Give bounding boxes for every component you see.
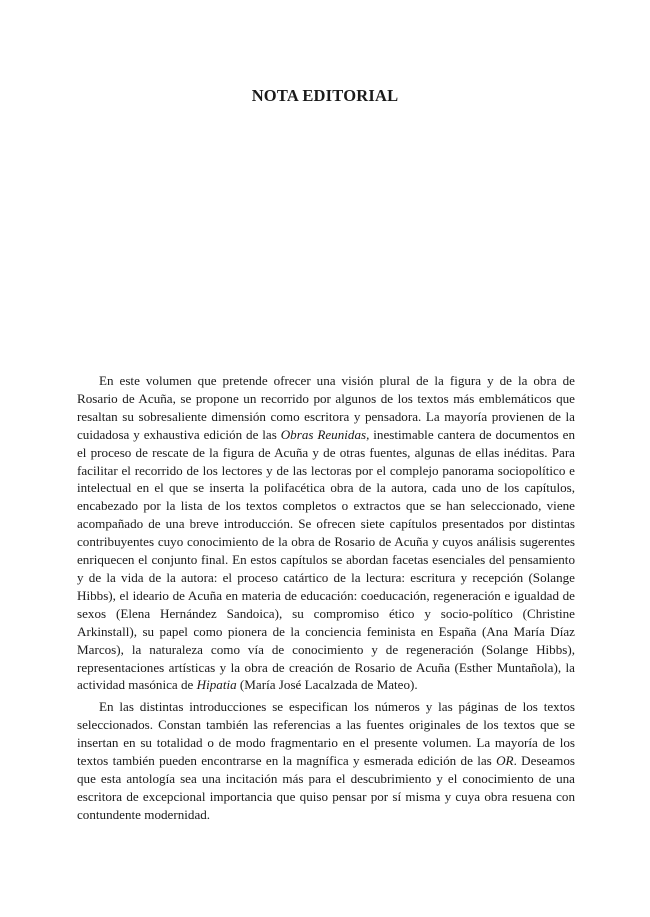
paragraph-2-italic-or: OR: [496, 753, 514, 769]
page-title: NOTA EDITORIAL: [251, 86, 399, 105]
paragraph-1-italic-obras-reunidas: Obras Reunidas,: [280, 426, 370, 442]
paragraph-1: [77, 372, 575, 694]
paragraph-2-text-b: . Deseamos que esta antología sea una incitación más para el descubrimiento y el conocimiento de una escritora de excepcional importancia que quiso pensar por sí misma y cuya obra resuena con contundente modernidad.: [77, 753, 575, 822]
paragraph-1-text-a: En este volumen que pretende ofrecer una visión plural de la figura y de la obra de Rosario de Acuña, se propone un recorrido por algunos de los textos más emblemáticos que resaltan su sobresaliente dimensión como escritora y pensadora. La mayoría provienen de la cuidadosa y exhaustiva edición de las: [77, 373, 575, 442]
paragraph-2-text-a: En las distintas introducciones se especifican los números y las páginas de los textos seleccionados. Constan también las referencias a las fuentes originales de los textos que se insertan en su totalidad o de modo fragmentario en el presente volumen. La mayoría de los textos también pueden encontrarse en la magnífica y esmerada edición de las: [77, 699, 575, 769]
paragraph-1-italic-hipatia: Hipatia: [196, 677, 237, 693]
paragraph-1-text-b: inestimable cantera de documentos en el proceso de rescate de la figura de Acuña y de otras fuentes, algunas de ellas inéditas. Para facilitar el recorrido de los lectores y de las lectoras por el complejo panorama sociopolítico e intelectual en el que se inserta la polifacética obra de la autora, cada uno de los capítulos, encabezado por la lista de los textos completos o extractos que se han seleccionado, viene acompañado de una breve introducción. Se ofrecen siete capítulos presentados por distintas contribuyentes cuyo conocimiento de la obra de Rosario de Acuña y cuyos análisis sugerentes enriquecen el conjunto final. En estos capítulos se abordan facetas esenciales del pensamiento y de la vida de la autora: el proceso catártico de la lectura: escritura y recepción (Solange Hibbs), el ideario de Acuña en materia de educación: coeducación, regeneración e igualdad de sexos (Elena Hernández Sandoica), su compromiso ético y socio-político (Christine Arkinstall), su papel como pionera de la conciencia feminista en España (Ana María Díaz Marcos), la naturaleza como vía de conocimiento y de regeneración (Solange Hibbs), representaciones artísticas y la obra de creación de Rosario de Acuña (Esther Muntañola), la actividad masónica de: [77, 426, 575, 693]
paragraph-2: [77, 698, 575, 823]
paragraph-1-text-c: (María José Lacalzada de Mateo).: [236, 677, 418, 693]
body-text: [77, 372, 575, 824]
